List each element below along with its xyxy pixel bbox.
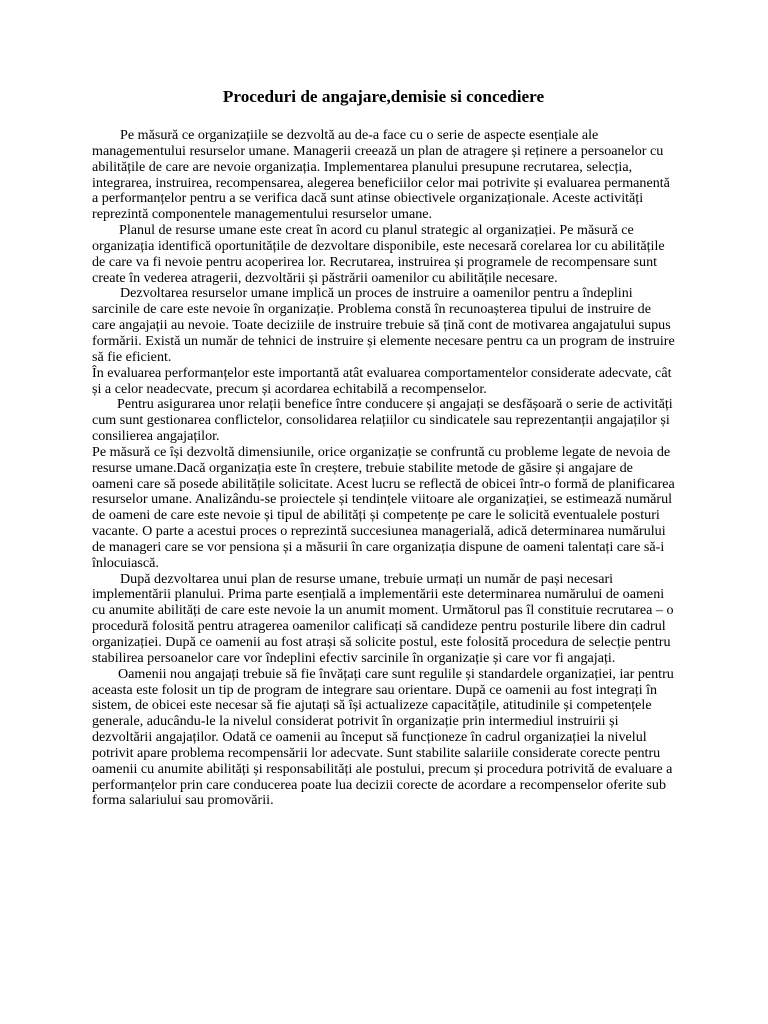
paragraph-integration-compensation: Oamenii nou angajați trebuie să fie învățați care sunt regulile și standardele organizației, iar pentru aceasta este folosit un tip de program de integrare sau orientare. După ce oamenii au fost integrați în sistem, de obicei este necesar să fie ajutați să își actualizeze capacitățile, atitudinile și competențele generale, aducându-le la nivelul considerat potrivit în organizație prin intermediul instruirii și dezvoltării angajaților. Odată ce oamenii au început să funcționeze în cadrul organizației la nivelul potrivit apare problema recompensării lor adecvate. Sunt stabilite salariile considerate corecte pentru oamenii cu anumite abilități și responsabilități ale postului, precum și procedura potrivită de evaluare a performanțelor prin care conducerea poate lua decizii corecte de acordare a recompenselor oferite sub forma salariului sau promovării. bbox=[92, 665, 674, 809]
paragraph-hr-planning: Pe măsură ce își dezvoltă dimensiunile, orice organizație se confruntă cu probleme legate de nevoia de resurse umane.Dacă organizația este în creștere, trebuie stabilite metode de găsire și angajare de oameni care să posede abilitățile solicitate. Acest lucru se reflectă de obicei într-o formă de planificarea resurselor umane. Analizându-se proiectele și tendințele viitoare ale organizației, se estimează numărul de oameni de care este nevoie și tipul de abilități și competențe pe care le solicită eventualele posturi vacante. O parte a acestui proces o reprezintă succesiunea managerială, adică determinarea numărului de manageri care se vor pensiona și a măsurii în care organizația dispune de oameni talentați care să-i înlocuiască. bbox=[92, 443, 675, 571]
paragraph-hr-plan: Planul de resurse umane este creat în acord cu planul strategic al organizației. Pe măsură ce organizația identifică oportunitățile de dezvoltare disponibile, este necesară corelarea lor cu abilitățile de care va fi nevoie pentru acoperirea lor. Recrutarea, instruirea și programele de recompensare sunt create în vederea atragerii, dezvoltării și păstrării oamenilor cu abilitățile necesare. bbox=[92, 222, 665, 286]
paragraph-intro: Pe măsură ce organizațiile se dezvoltă au de-a face cu o serie de aspecte esențiale ale managementului resurselor umane. Managerii creează un plan de atragere și reținere a persoanelor cu abilitățile de care are nevoie organizația. Implementarea planului presupune recrutarea, selecția, integrarea, instruirea, recompensarea, alegerea beneficiilor celor mai potrivite și evaluarea permanentă a performanțelor pentru a se verifica dacă sunt atinse obiectivele organizaționale. Aceste activități reprezintă componentele managementului resurselor umane. bbox=[92, 127, 670, 223]
paragraph-employee-relations: Pentru asigurarea unor relații benefice între conducere și angajați se desfășoară o serie de activități cum sunt gestionarea conflictelor, consolidarea relațiilor cu sindicatele sau reprezentanții angajaților și consilierea angajaților. bbox=[92, 396, 673, 445]
paragraph-hr-development: Dezvoltarea resurselor umane implică un proces de instruire a oamenilor pentru a îndeplini sarcinile de care este nevoie în organizație. Problema constă în recunoașterea tipului de instruire de care angajații au nevoie. Toate deciziile de instruire trebuie să țină cont de motivarea angajatului supus formării. Există un număr de tehnici de instruire și elemente necesare pentru ca un program de instruire să fie eficient. bbox=[92, 285, 675, 365]
document-title: Proceduri de angajare,demisie si concediere bbox=[222, 87, 545, 106]
paragraph-performance-evaluation: În evaluarea performanțelor este importantă atât evaluarea comportamentelor considerate adecvate, cât și a celor neadecvate, precum și acordarea echitabilă a recompenselor. bbox=[92, 364, 672, 397]
paragraph-recruitment-selection: După dezvoltarea unui plan de resurse umane, trebuie urmați un număr de pași necesari implementării planului. Prima parte esențială a implementării este determinarea numărului de oameni cu anumite abilități de care este nevoie la un anumit moment. Următorul pas îl constituie recrutarea – o procedură folosită pentru atragerea oamenilor calificați să candideze pentru posturile libere din cadrul organizației. După ce oamenii au fost atrași să solicite postul, este folosită procedura de selecție pentru stabilirea persoanelor care vor îndeplini efectiv sarcinile în organizație și care vor fi angajați. bbox=[92, 570, 674, 666]
